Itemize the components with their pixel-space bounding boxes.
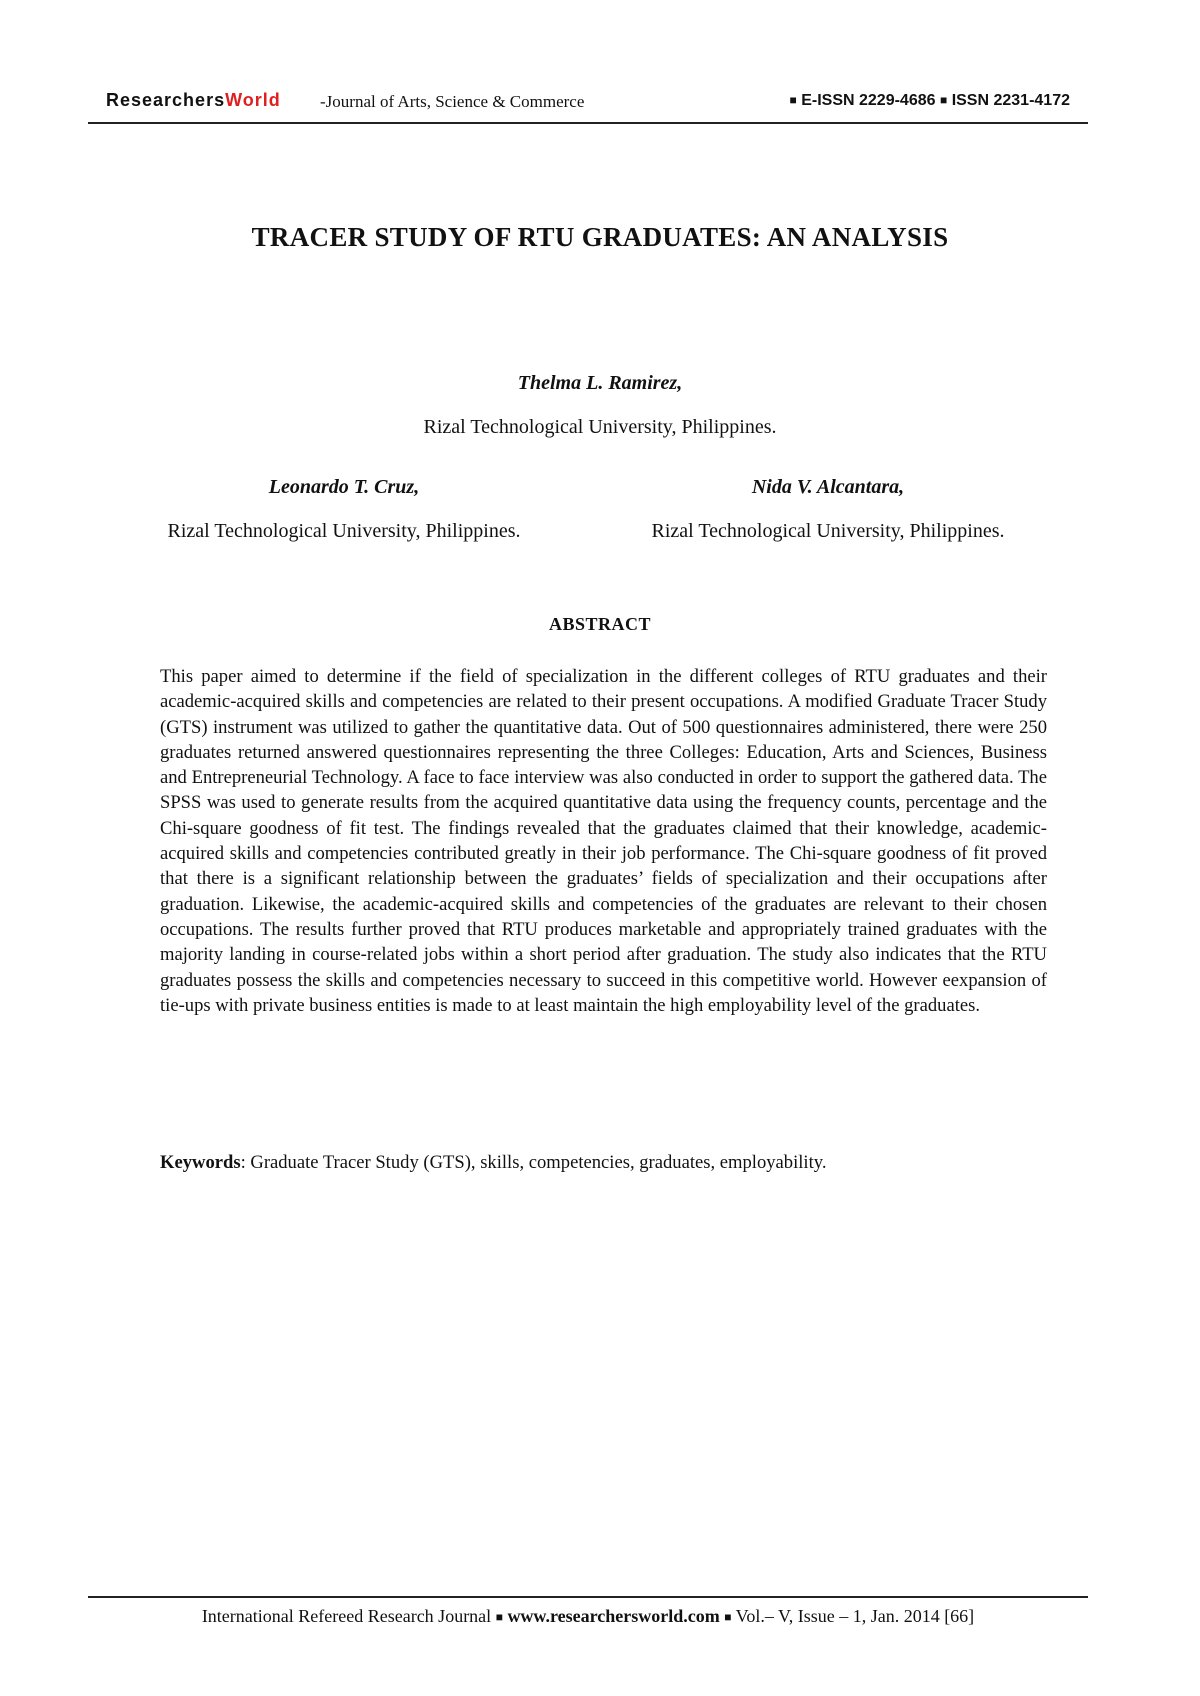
author-affiliation-3: Rizal Technological University, Philippines.	[651, 520, 1005, 542]
author-name-1: Thelma L. Ramirez,	[517, 372, 683, 394]
brand-world: World	[225, 90, 281, 110]
issn-info	[790, 92, 1070, 110]
issn-number: ISSN 2231-4172	[951, 92, 1070, 109]
author-affiliation-1: Rizal Technological University, Philippines.	[423, 416, 777, 438]
author-name-2: Leonardo T. Cruz,	[268, 476, 420, 498]
paper-title: TRACER STUDY OF RTU GRADUATES: AN ANALYSIS	[251, 222, 949, 252]
page-footer	[88, 1596, 1088, 1627]
square-bullet-icon: ■	[724, 1610, 732, 1624]
abstract-text: This paper aimed to determine if the field of specialization in the different colleges of RTU graduates and their academic-acquired skills and competencies are related to their present occupations. A modified Graduate Tracer Study (GTS) instrument was utilized to gather the quantitative data. Out of 500 questionnaires administered, there were 250 graduates returned answered questionnaires representing the three Colleges: Education, Arts and Sciences, Business and Entrepreneurial Technology. A face to face interview was also conducted in order to support the gathered data. The SPSS was used to generate results from the acquired quantitative data using the frequency counts, percentage and the Chi-square goodness of fit test. The findings revealed that the graduates claimed that their knowledge, academic-acquired skills and competencies contributed greatly in their job performance. The Chi-square goodness of fit proved that there is a significant relationship between the graduates’ fields of specialization and their occupations after graduation. Likewise, the academic-acquired skills and competencies of the graduates are relevant to their chosen occupations. The results further proved that RTU produces marketable and appropriately trained graduates with the majority landing in course-related jobs within a short period after graduation. The study also indicates that the RTU graduates possess the skills and competencies necessary to succeed in this competitive world. However eexpansion of tie-ups with private business entities is made to at least maintain the high employability level of the graduates.	[160, 666, 1047, 1016]
keywords-list: : Graduate Tracer Study (GTS), skills, competencies, graduates, employability.	[240, 1152, 827, 1173]
keywords	[160, 1152, 1047, 1174]
journal-name: -Journal of Arts, Science & Commerce	[320, 92, 585, 111]
square-bullet-icon: ■	[939, 93, 948, 107]
footer-volume: Vol.– V, Issue – 1, Jan. 2014 [66]	[735, 1606, 975, 1626]
page-header	[88, 84, 1088, 124]
author-affiliation-2: Rizal Technological University, Philippines.	[167, 520, 521, 542]
journal-logo	[106, 90, 281, 111]
footer-url[interactable]: www.researchersworld.com	[507, 1606, 720, 1626]
author-name-3: Nida V. Alcantara,	[751, 476, 905, 498]
square-bullet-icon: ■	[495, 1610, 503, 1624]
eissn-number: E-ISSN 2229-4686	[801, 92, 936, 109]
footer-journal: International Refereed Research Journal	[201, 1606, 492, 1626]
square-bullet-icon: ■	[789, 93, 797, 107]
brand-researchers: Researchers	[106, 90, 226, 110]
abstract-heading: ABSTRACT	[548, 614, 652, 634]
keywords-label: Keywords	[160, 1152, 241, 1173]
